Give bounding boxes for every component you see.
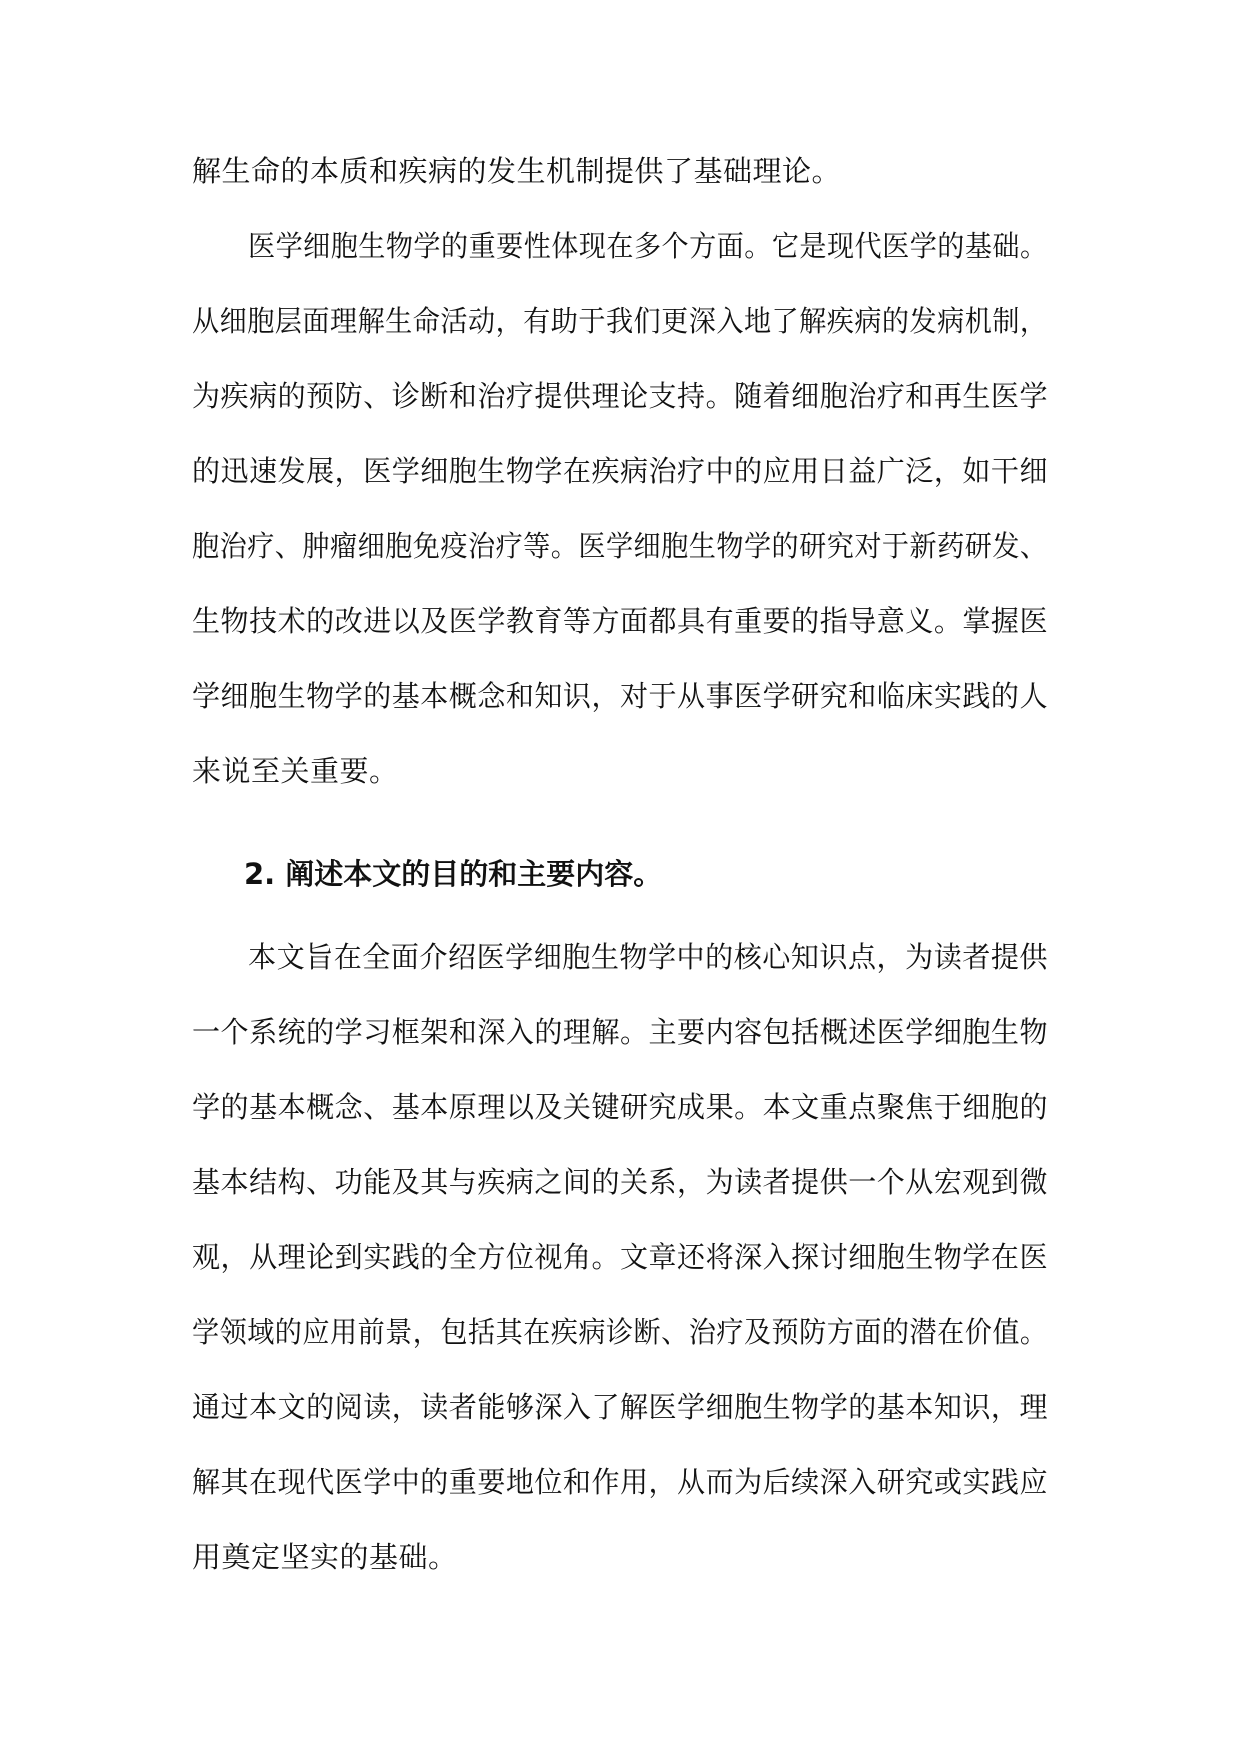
paragraph-line: 学细胞生物学的基本概念和知识，对于从事医学研究和临床实践的人: [192, 679, 1048, 713]
paragraph-line: 学领域的应用前景，包括其在疾病诊断、治疗及预防方面的潜在价值。: [192, 1315, 1048, 1349]
paragraph-line: 医学细胞生物学的重要性体现在多个方面。它是现代医学的基础。: [248, 229, 1048, 263]
paragraph-line: 生物技术的改进以及医学教育等方面都具有重要的指导意义。掌握医: [192, 604, 1048, 638]
paragraph-line: 一个系统的学习框架和深入的理解。主要内容包括概述医学细胞生物: [192, 1015, 1048, 1049]
paragraph-line: 用奠定坚实的基础。: [192, 1540, 458, 1574]
paragraph-line: 解其在现代医学中的重要地位和作用，从而为后续深入研究或实践应: [192, 1465, 1048, 1499]
paragraph-line: 基本结构、功能及其与疾病之间的关系，为读者提供一个从宏观到微: [192, 1165, 1048, 1199]
paragraph-line: 从细胞层面理解生命活动，有助于我们更深入地了解疾病的发病机制，: [192, 304, 1048, 338]
paragraph-line: 解生命的本质和疾病的发生机制提供了基础理论。: [192, 154, 842, 188]
paragraph-line: 的迅速发展，医学细胞生物学在疾病治疗中的应用日益广泛，如干细: [192, 454, 1048, 488]
paragraph-line: 本文旨在全面介绍医学细胞生物学中的核心知识点，为读者提供: [248, 940, 1048, 974]
paragraph-line: 学的基本概念、基本原理以及关键研究成果。本文重点聚焦于细胞的: [192, 1090, 1048, 1124]
paragraph-line: 胞治疗、肿瘤细胞免疫治疗等。医学细胞生物学的研究对于新药研发、: [192, 529, 1048, 563]
paragraph-line: 来说至关重要。: [192, 754, 399, 788]
paragraph-line: 通过本文的阅读，读者能够深入了解医学细胞生物学的基本知识，理: [192, 1390, 1048, 1424]
section-heading: 2. 阐述本文的目的和主要内容。: [244, 857, 663, 891]
paragraph-line: 观，从理论到实践的全方位视角。文章还将深入探讨细胞生物学在医: [192, 1240, 1048, 1274]
paragraph-line: 为疾病的预防、诊断和治疗提供理论支持。随着细胞治疗和再生医学: [192, 379, 1048, 413]
